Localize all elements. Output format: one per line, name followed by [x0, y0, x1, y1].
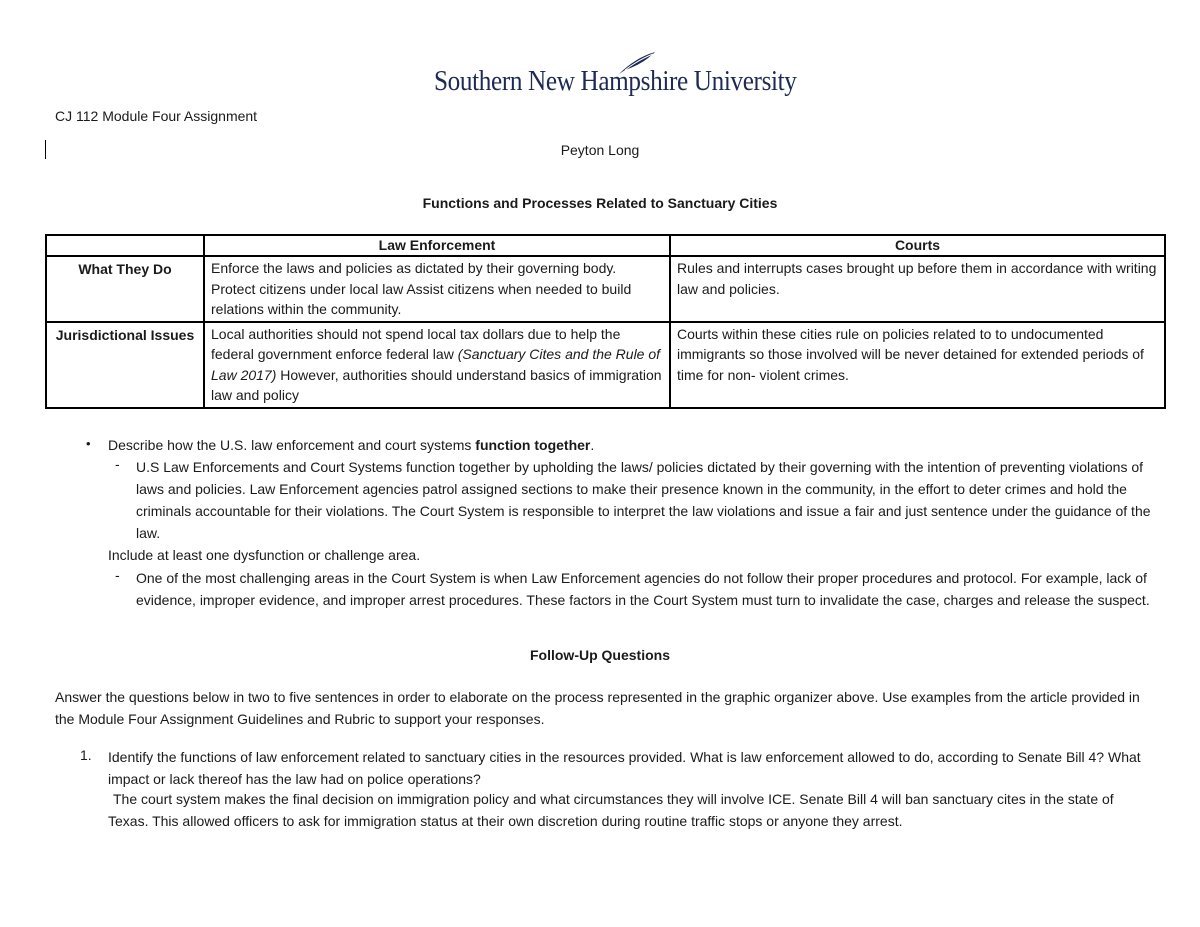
column-header-law-enforcement: Law Enforcement: [204, 235, 670, 256]
question-function-together: [108, 434, 1168, 456]
question-emphasis: function together: [475, 437, 591, 453]
row-header-what-they-do: What They Do: [46, 256, 204, 322]
graphic-organizer-table: [45, 234, 1166, 409]
dash-marker: -: [115, 456, 120, 472]
question-dysfunction: Include at least one dysfunction or challenge area.: [108, 547, 421, 563]
table-row: [46, 322, 1165, 408]
cell-text: Local authorities should not spend local tax dollars due to help the federal government enforce federal law: [211, 325, 621, 362]
follow-up-answer-1: The court system makes the final decision on immigration policy and what circumstances they will involve ICE. Senate Bill 4 will ban sanctuary cites in the state of Texas. This allowed officers to ask for immigration status at their own discretion during routine traffic stops or anyone they arrest.: [108, 791, 1114, 829]
table-header-row: [46, 235, 1165, 256]
question-text: .: [590, 437, 595, 453]
cell-law-enforcement-what-they-do: Enforce the laws and policies as dictated by their governing body. Protect citizens under local law Assist citizens when needed to build relations within the community.: [204, 256, 670, 322]
follow-up-instructions: Answer the questions below in two to five sentences in order to elaborate on the process represented in the graphic organizer above. Use examples from the article provided in the Module Four Assignment Guidelines and Rubric to support your responses.: [55, 689, 1140, 727]
university-logo: Southern New Hampshire University: [434, 66, 797, 97]
answer-dysfunction: One of the most challenging areas in the Court System is when Law Enforcement agencies do not follow their proper procedures and protocol. For example, lack of evidence, improper evidence, and improper arrest procedures. These factors in the Court System must turn to invalidate the case, charges and release the suspect.: [136, 570, 1150, 608]
question-text: Describe how the U.S. law enforcement and court systems: [108, 437, 476, 453]
row-header-jurisdictional-issues: Jurisdictional Issues: [46, 322, 204, 408]
question-number: 1.: [80, 747, 92, 763]
dash-marker: -: [115, 567, 120, 583]
table-corner-cell: [46, 235, 204, 256]
document-title: Functions and Processes Related to Sanctuary Cities: [422, 195, 778, 211]
cell-text: However, authorities should understand basics of immigration law and policy: [211, 366, 662, 403]
citation: (Sanctuary Cites and the Rule of Law 2017): [211, 346, 661, 383]
column-header-courts: Courts: [670, 235, 1165, 256]
cell-courts-what-they-do: Rules and interrupts cases brought up before them in accordance with writing law and policies.: [670, 256, 1165, 322]
cell-law-enforcement-jurisdictional: [204, 322, 670, 408]
bullet-marker: •: [86, 436, 91, 451]
cell-courts-jurisdictional: Courts within these cities rule on policies related to to undocumented immigrants so those involved will be never detained for extended periods of time for non- violent crimes.: [670, 322, 1165, 408]
answer-function-together: U.S Law Enforcements and Court Systems function together by upholding the laws/ policies dictated by their governing with the intention of preventing violations of laws and policies. Law Enforcement agencies patrol assigned sections to make their presence known in the community, in the effort to deter crimes and hold the criminals accountable for their violations. The Court System is responsible to interpret the law violations and issue a fair and just sentence under the guidance of the law.: [136, 459, 1151, 541]
course-title: CJ 112 Module Four Assignment: [55, 108, 258, 124]
follow-up-question-1: Identify the functions of law enforcement related to sanctuary cities in the resources provided. What is law enforcement allowed to do, according to Senate Bill 4? What impact or lack thereof has the law had on police operations?: [108, 749, 1141, 787]
author-name: Peyton Long: [560, 142, 640, 158]
follow-up-heading: Follow-Up Questions: [530, 647, 670, 663]
table-row: [46, 256, 1165, 322]
